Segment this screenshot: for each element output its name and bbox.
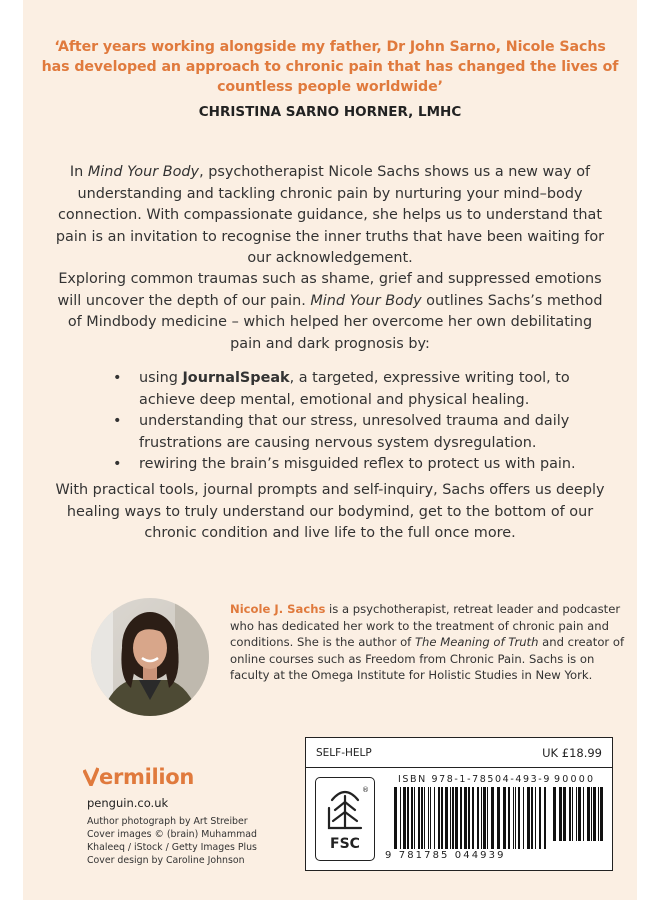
barcode-bar (430, 787, 431, 849)
category-label: SELF-HELP (316, 747, 372, 759)
benefits-list (113, 368, 613, 476)
endorsement-quote (23, 37, 637, 97)
book-title: Mind Your Body (87, 164, 200, 180)
barcode-bar (477, 787, 479, 849)
price-bar (306, 738, 612, 768)
barcode-bar (438, 787, 440, 849)
list-item: • understanding that our stress, unresolved trauma and daily frustrations are causing nervous system dysregulation. (113, 413, 570, 451)
description-paragraph-3: With practical tools, journal prompts and self-inquiry, Sachs offers us deeply healing ways to truly understand our bodymind, get to the bottom of our chronic condition and live life to the full once more. (55, 482, 605, 541)
barcode-bar (450, 787, 451, 849)
barcode-bar (523, 787, 524, 849)
barcode-bar (468, 787, 470, 849)
price-label: UK £18.99 (542, 746, 602, 760)
ean-digits: 9 781785 044939 (385, 850, 506, 861)
endorsement-attribution: CHRISTINA SARNO HORNER, LMHC (198, 104, 462, 120)
barcode-bar (483, 787, 486, 849)
vermilion-logo: ermilion (83, 765, 194, 789)
barcode-bar (428, 787, 429, 849)
barcode-bar (481, 787, 482, 849)
barcode-bar (424, 787, 425, 849)
credit-line: Khaleeq / iStock / Getty Images Plus (87, 842, 257, 853)
barcode-bar (563, 787, 566, 841)
bullet-icon: • (113, 456, 122, 472)
ean-barcode (392, 787, 547, 849)
quote-line: has developed an approach to chronic pain that has changed the lives of (41, 59, 619, 75)
credit-line: Author photograph by Art Streiber (87, 816, 248, 827)
credit-line: Cover images © (brain) Muhammad (87, 829, 257, 840)
description-paragraph-2: Exploring common traumas such as shame, grief and suppressed emotions will uncover the depth of our pain. Mind Your Body outlines Sachs’s method of Mindbody medicine – which helped her overcome her own debilitating pain and dark prognosis by: (57, 271, 603, 352)
journalspeak-term: JournalSpeak (182, 370, 290, 386)
author-name: Nicole J. Sachs (230, 602, 326, 616)
book-title: Mind Your Body (310, 292, 422, 309)
barcode-bar (576, 787, 577, 841)
barcode-bar (455, 787, 458, 849)
publisher-website: penguin.co.uk (87, 796, 169, 810)
author-bio: Nicole J. Sachs is a psychotherapist, retreat leader and podcaster who has dedicated her work to the treatment of chronic pain and conditions. She is the author of The Meaning of Truth and creator of online courses such as Freedom from Chronic Pain. Sachs is on faculty at the Omega Institute for Holistic Studies in New York. (230, 602, 625, 683)
barcode-bar (434, 787, 435, 849)
fsc-logo (315, 777, 375, 861)
list-item: • using JournalSpeak, a targeted, expressive writing tool, to achieve deep mental, emotional and physical healing. (113, 370, 570, 408)
barcode-bar (591, 787, 592, 841)
barcode-bar (403, 787, 406, 849)
barcode-addon-digits: 90000 (554, 774, 596, 785)
vermilion-v-icon (83, 767, 99, 786)
author-photo (91, 598, 209, 716)
barcode-bar (515, 787, 516, 849)
barcode-bar (527, 787, 530, 849)
barcode-bar (508, 787, 510, 849)
barcode-bar (400, 787, 401, 849)
quote-line: ‘After years working alongside my father, Dr John Sarno, Nicole Sachs (54, 39, 606, 55)
barcode-bar (411, 787, 413, 849)
bullet-icon: • (113, 413, 122, 429)
barcode-bar (503, 787, 506, 849)
barcode-bar (472, 787, 474, 849)
author-book-title: The Meaning of Truth (414, 635, 539, 650)
barcode-bar (464, 787, 467, 849)
barcode-bar (553, 787, 556, 841)
credits (87, 815, 257, 867)
barcode-bar (535, 787, 536, 849)
barcode-bar (513, 787, 514, 849)
barcode-bar (572, 787, 573, 841)
addon-barcode (551, 787, 603, 841)
isbn-number: ISBN 978-1-78504-493-9 (398, 774, 551, 785)
barcode-bar (531, 787, 533, 849)
quote-line: countless people worldwide’ (217, 79, 443, 95)
barcode-bar (394, 787, 397, 849)
fsc-label: FSC (330, 836, 360, 852)
book-back-cover (23, 0, 637, 900)
description-paragraph-1: In Mind Your Body, psychotherapist Nicole Sachs shows us a new way of understanding and tackling chronic pain by nurturing your mind–body connection. With compassionate guidance, she helps us to understand that pain is an invitation to recognise the inner truths that have been waiting for our acknowledgement. (55, 164, 605, 266)
barcode-bar (569, 787, 571, 841)
barcode-bar (487, 787, 488, 849)
barcode-bar (583, 787, 584, 841)
barcode-bar (593, 787, 596, 841)
barcode-bar (544, 787, 546, 849)
barcode-bar (559, 787, 562, 841)
barcode-bar (598, 787, 599, 841)
barcode-bar (418, 787, 420, 849)
barcode-bar (600, 787, 603, 841)
barcode-panel (305, 737, 613, 871)
barcode-bar (441, 787, 443, 849)
list-item: • rewiring the brain’s misguided reflex to protect us with pain. (113, 454, 613, 476)
barcode-bar (578, 787, 581, 841)
barcode-bar (407, 787, 409, 849)
fsc-tree-icon (329, 792, 361, 828)
barcode-bar (421, 787, 423, 849)
fsc-reg-mark: ® (362, 786, 369, 794)
bullet-icon: • (113, 370, 122, 386)
barcode-bar (460, 787, 462, 849)
barcode-bar (497, 787, 500, 849)
barcode-bar (539, 787, 541, 849)
barcode-bar (491, 787, 494, 849)
barcode-bar (414, 787, 415, 849)
barcode-bar (452, 787, 454, 849)
barcode-bar (445, 787, 448, 849)
credit-line: Cover design by Caroline Johnson (87, 855, 245, 866)
barcode-bar (587, 787, 590, 841)
barcode-bar (518, 787, 520, 849)
